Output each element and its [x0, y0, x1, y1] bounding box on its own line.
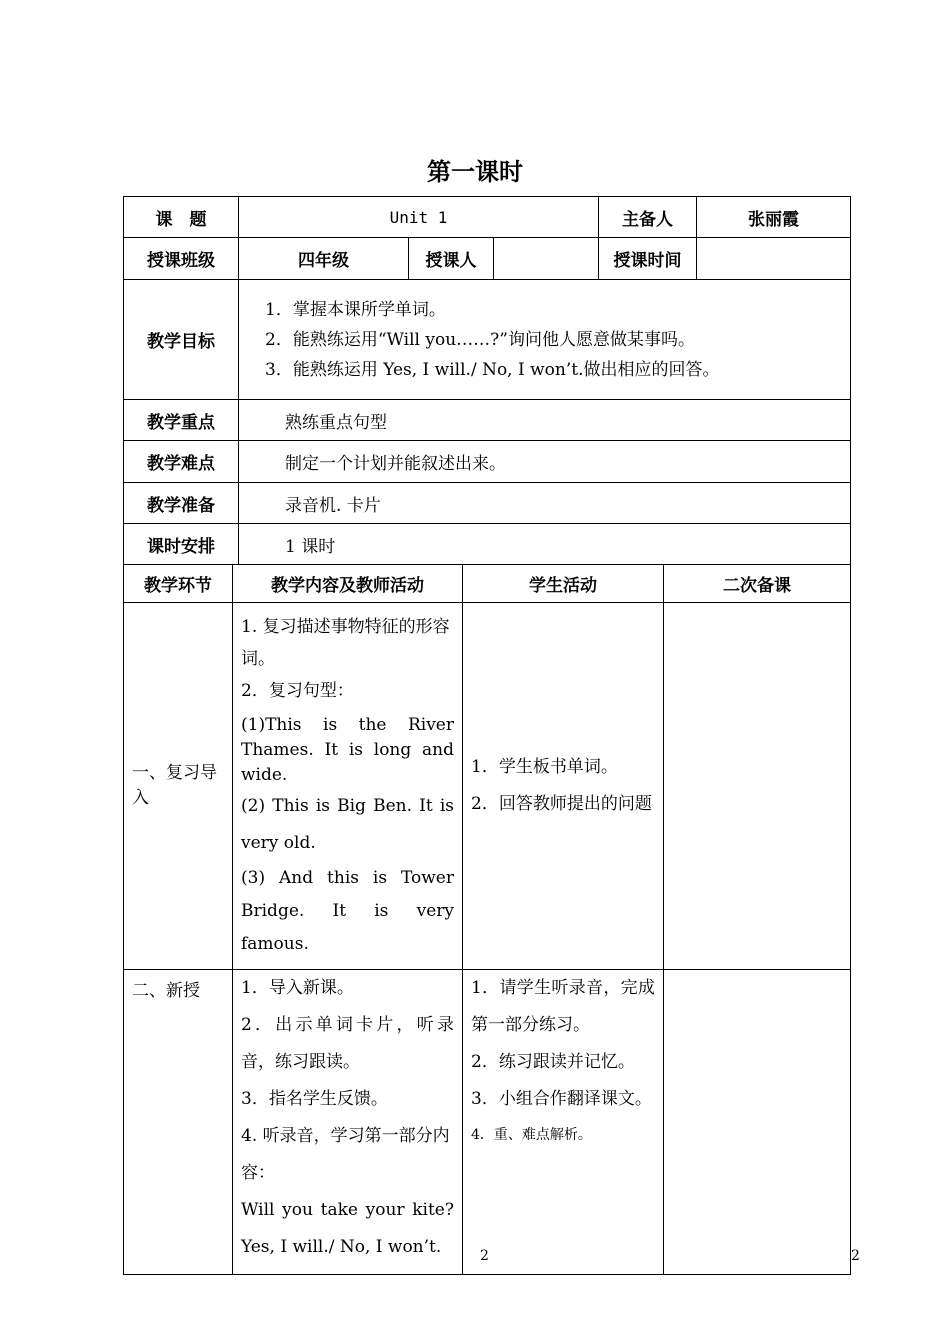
- student-line: 2．回答教师提出的问题: [471, 794, 652, 814]
- key-label: 教学重点: [124, 400, 239, 441]
- teacher-line: (2) This is Big Ben. It is very old.: [241, 796, 454, 853]
- teaching-process-table: [123, 564, 851, 1275]
- notes-header: 二次备课: [664, 565, 851, 603]
- goal-item: 2．能熟练运用“Will you……?”询问他人愿意做某事吗。: [265, 329, 695, 350]
- prep-label: 教学准备: [124, 483, 239, 524]
- goal-item: 1．掌握本课所学单词。: [265, 299, 446, 320]
- difficulty-label: 教学难点: [124, 441, 239, 483]
- stage-new-teacher: [233, 970, 463, 1275]
- content-header: 教学内容及教师活动: [233, 565, 463, 603]
- lesson-info-table: [123, 196, 851, 565]
- stage-review-student: [463, 603, 664, 970]
- stage-new-label: 二、新授: [124, 970, 233, 1275]
- teacher-value: [494, 238, 599, 280]
- schedule-value: 1 课时: [239, 524, 851, 565]
- goals-list: [239, 280, 851, 400]
- teacher-label: 授课人: [409, 238, 494, 280]
- class-value: 四年级: [239, 238, 409, 280]
- goal-item: 3．能熟练运用 Yes, I will./ No, I won’t.做出相应的回答。: [265, 359, 720, 380]
- student-line: 4．重、难点解析。: [471, 1127, 592, 1143]
- student-line: 1．学生板书单词。: [471, 757, 618, 777]
- goals-label: 教学目标: [124, 280, 239, 400]
- teacher-line: Will you take your kite?: [241, 1200, 454, 1220]
- time-label: 授课时间: [599, 238, 697, 280]
- teacher-line: (3) And this is Tower Bridge. It is very famous.: [241, 868, 454, 954]
- teacher-line: Yes, I will./ No, I won’t.: [241, 1237, 442, 1257]
- teacher-line: 2．复习句型：: [241, 681, 354, 701]
- student-line: 2．练习跟读并记忆。: [471, 1052, 635, 1072]
- teacher-line: 1．导入新课。: [241, 978, 354, 998]
- page-title: 第一课时: [427, 158, 523, 186]
- stage-new-student: [463, 970, 664, 1275]
- prep-value: 录音机. 卡片: [239, 483, 851, 524]
- student-header: 学生活动: [463, 565, 664, 603]
- teacher-line: 3．指名学生反馈。: [241, 1089, 388, 1109]
- stage-review-label: 一、复习导入: [124, 603, 233, 970]
- teacher-line: 1. 复习描述事物特征的形容词。: [241, 617, 450, 669]
- student-line: 1．请学生听录音，完成第一部分练习。: [471, 978, 655, 1035]
- page-number: 2: [480, 1248, 489, 1264]
- teacher-line: 2．出示单词卡片，听录音，练习跟读。: [241, 1015, 454, 1072]
- teacher-line: 4. 听录音，学习第一部分内容：: [241, 1126, 450, 1183]
- stage-review-teacher: [233, 603, 463, 970]
- class-label: 授课班级: [124, 238, 239, 280]
- student-line: 3．小组合作翻译课文。: [471, 1089, 652, 1109]
- schedule-label: 课时安排: [124, 524, 239, 565]
- preparer-label: 主备人: [599, 197, 697, 238]
- topic-label: 课 题: [124, 197, 239, 238]
- topic-value: Unit 1: [239, 197, 599, 238]
- difficulty-value: 制定一个计划并能叙述出来。: [239, 441, 851, 483]
- preparer-value: 张丽霞: [697, 197, 851, 238]
- stage-header: 教学环节: [124, 565, 233, 603]
- time-value: [697, 238, 851, 280]
- stage-review-notes: [664, 603, 851, 970]
- page-number-right: 2: [851, 1248, 860, 1264]
- key-value: 熟练重点句型: [239, 400, 851, 441]
- teacher-line: (1)This is the River Thames. It is long and wide.: [241, 715, 454, 785]
- stage-new-notes: [664, 970, 851, 1275]
